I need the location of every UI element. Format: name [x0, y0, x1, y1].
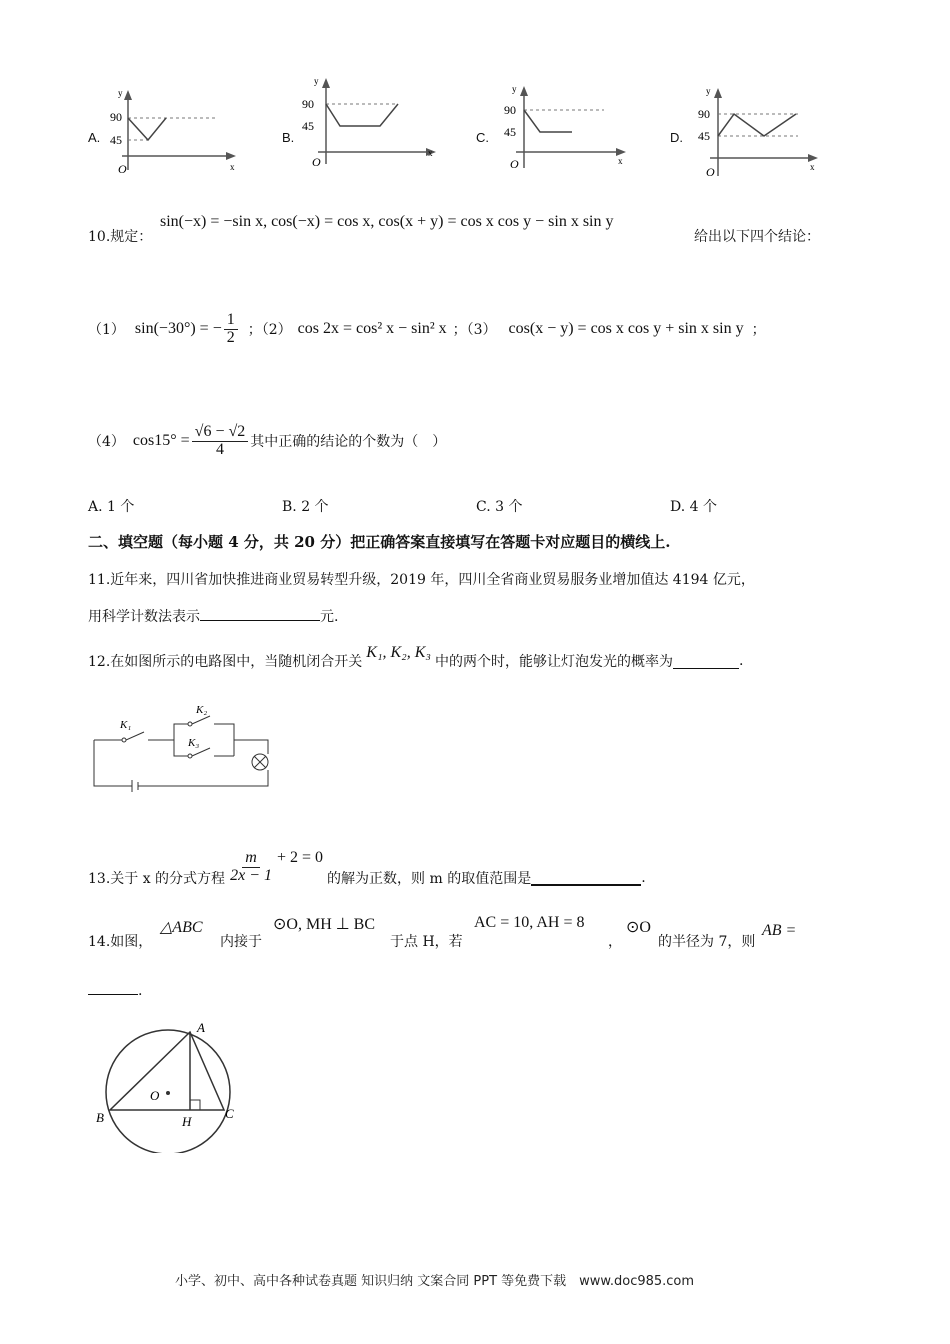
c4-num: √6 − √2 [192, 424, 249, 442]
q13-fraction [227, 850, 275, 885]
x-axis-label: x [618, 156, 623, 166]
x-axis-label: x [428, 148, 433, 158]
q13-line [88, 838, 646, 896]
q14-circle-cond: ⊙O, MH ⊥ BC [273, 916, 376, 933]
y-tick-45: 45 [302, 119, 314, 133]
option-b-graph [300, 74, 440, 169]
q10-option-d: D. 4 个 [670, 499, 717, 515]
q13-pre: 13.关于 x 的分式方程 [88, 871, 226, 887]
x-axis-label: x [230, 162, 235, 172]
option-b-label: B. [282, 130, 295, 145]
q14-t4: 的半径为 7，则 [658, 934, 756, 950]
q13-num: m [242, 850, 260, 868]
q14-t2: 于点 H，若 [390, 934, 463, 950]
origin-label: O [312, 155, 321, 169]
c1-num: 1 [224, 312, 238, 330]
q10-conclusion-4-row [88, 408, 446, 474]
option-d-graph [694, 84, 824, 179]
c4-label: （4） [88, 434, 125, 450]
q14-answer-blank[interactable] [88, 980, 138, 995]
y-tick-90: 90 [302, 97, 314, 111]
q13-end: . [641, 870, 646, 886]
y-axis-label: y [512, 84, 517, 94]
q10-suffix: 给出以下四个结论： [694, 229, 820, 245]
y-tick-45: 45 [698, 129, 710, 143]
q14-triangle: △ABC [160, 919, 203, 936]
c4-lhs: cos15° = [132, 432, 190, 449]
footer: 小学、初中、高中各种试卷真题 知识归纳 文案合同 PPT 等免费下载 www.doc985.com [175, 1274, 695, 1289]
q11-answer-blank[interactable] [200, 606, 320, 621]
q14-pre: 14.如图， [88, 934, 153, 950]
c2: cos 2x = cos² x − sin² x [297, 320, 447, 337]
option-c-graph [500, 82, 630, 172]
label-o: O [150, 1088, 160, 1103]
x-axis-label: x [810, 162, 815, 172]
y-tick-45: 45 [110, 133, 122, 147]
c4-tail: 其中正确的结论的个数为（ ） [250, 434, 447, 450]
q14-circle-o: ⊙O [626, 919, 651, 936]
q14-end: . [138, 983, 143, 999]
q12-answer-blank[interactable] [673, 654, 739, 669]
circuit-diagram [88, 700, 278, 795]
c1-label: （1） [88, 322, 125, 338]
c1-lhs: sin(−30°) = − [134, 320, 222, 337]
k2-label: K₂ [196, 704, 208, 716]
q11-line2-pre: 用科学计数法表示 [88, 609, 200, 625]
label-b: B [96, 1110, 104, 1125]
q14-t3: ， [608, 934, 622, 950]
q10-conclusions-row [88, 298, 868, 360]
q12-switches: K₁, K₂, K₃ [366, 644, 431, 661]
q10-option-a: A. 1 个 [88, 499, 135, 515]
q11-line2-post: 元. [320, 609, 339, 625]
q14-answer-line [88, 980, 142, 999]
y-tick-90: 90 [110, 110, 122, 124]
q10-prefix: 10.规定： [88, 229, 153, 245]
q12-pre: 12.在如图所示的电路图中，当随机闭合开关 [88, 654, 363, 670]
c1-fraction [224, 312, 238, 347]
y-tick-90: 90 [504, 103, 516, 117]
option-a-graph [108, 88, 238, 178]
sep3: ； [751, 322, 766, 338]
option-a-label: A. [88, 130, 101, 145]
label-a: A [197, 1020, 205, 1035]
sep2: ；（3） [452, 322, 497, 338]
y-tick-90: 90 [698, 107, 710, 121]
label-h: H [182, 1114, 192, 1129]
q13-den: 2x − 1 [230, 866, 272, 884]
option-d-label: D. [670, 130, 683, 145]
q10-rule: sin(−x) = −sin x, cos(−x) = cos x, cos(x + y) = cos x cos y − sin x sin y [160, 213, 614, 230]
c4-den: 4 [215, 440, 224, 458]
q10-option-b: B. 2 个 [282, 499, 329, 515]
q14-ask: AB = [762, 922, 797, 939]
q13-answer-blank[interactable] [531, 870, 641, 886]
origin-label: O [706, 165, 715, 179]
q10-option-c: C. 3 个 [476, 499, 523, 515]
k3-label: K₃ [188, 737, 200, 749]
c4-fraction [192, 424, 249, 459]
label-c: C [225, 1106, 234, 1121]
y-axis-label: y [118, 88, 123, 98]
option-c-label: C. [476, 130, 489, 145]
q11-line2 [88, 606, 338, 626]
q14-t1: 内接于 [220, 934, 262, 950]
section2-title: 二、填空题（每小题 4 分，共 20 分）把正确答案直接填写在答题卡对应题目的横线上. [88, 533, 671, 551]
y-tick-45: 45 [504, 125, 516, 139]
q13-tail: + 2 = 0 [276, 849, 324, 866]
k1-label: K₁ [120, 719, 132, 731]
origin-label: O [118, 162, 127, 176]
q12-post: 中的两个时，能够让灯泡发光的概率为 [434, 654, 673, 670]
q12-line [88, 644, 743, 678]
c3: cos(x − y) = cos x cos y + sin x sin y [508, 320, 744, 337]
sep1: ；（2） [247, 322, 292, 338]
circle-triangle-figure [94, 1018, 244, 1153]
q12-end: . [738, 653, 744, 669]
q14-cond: AC = 10, AH = 8 [474, 914, 585, 931]
y-axis-label: y [706, 86, 711, 96]
y-axis-label: y [314, 76, 319, 86]
q13-post: 的解为正数，则 m 的取值范围是 [327, 871, 532, 887]
q11-line1: 11.近年来，四川省加快推进商业贸易转型升级，2019 年，四川全省商业贸易服务业增加值达 4194 亿元， [88, 572, 755, 588]
origin-label: O [510, 157, 519, 171]
c1-den: 2 [226, 328, 235, 346]
